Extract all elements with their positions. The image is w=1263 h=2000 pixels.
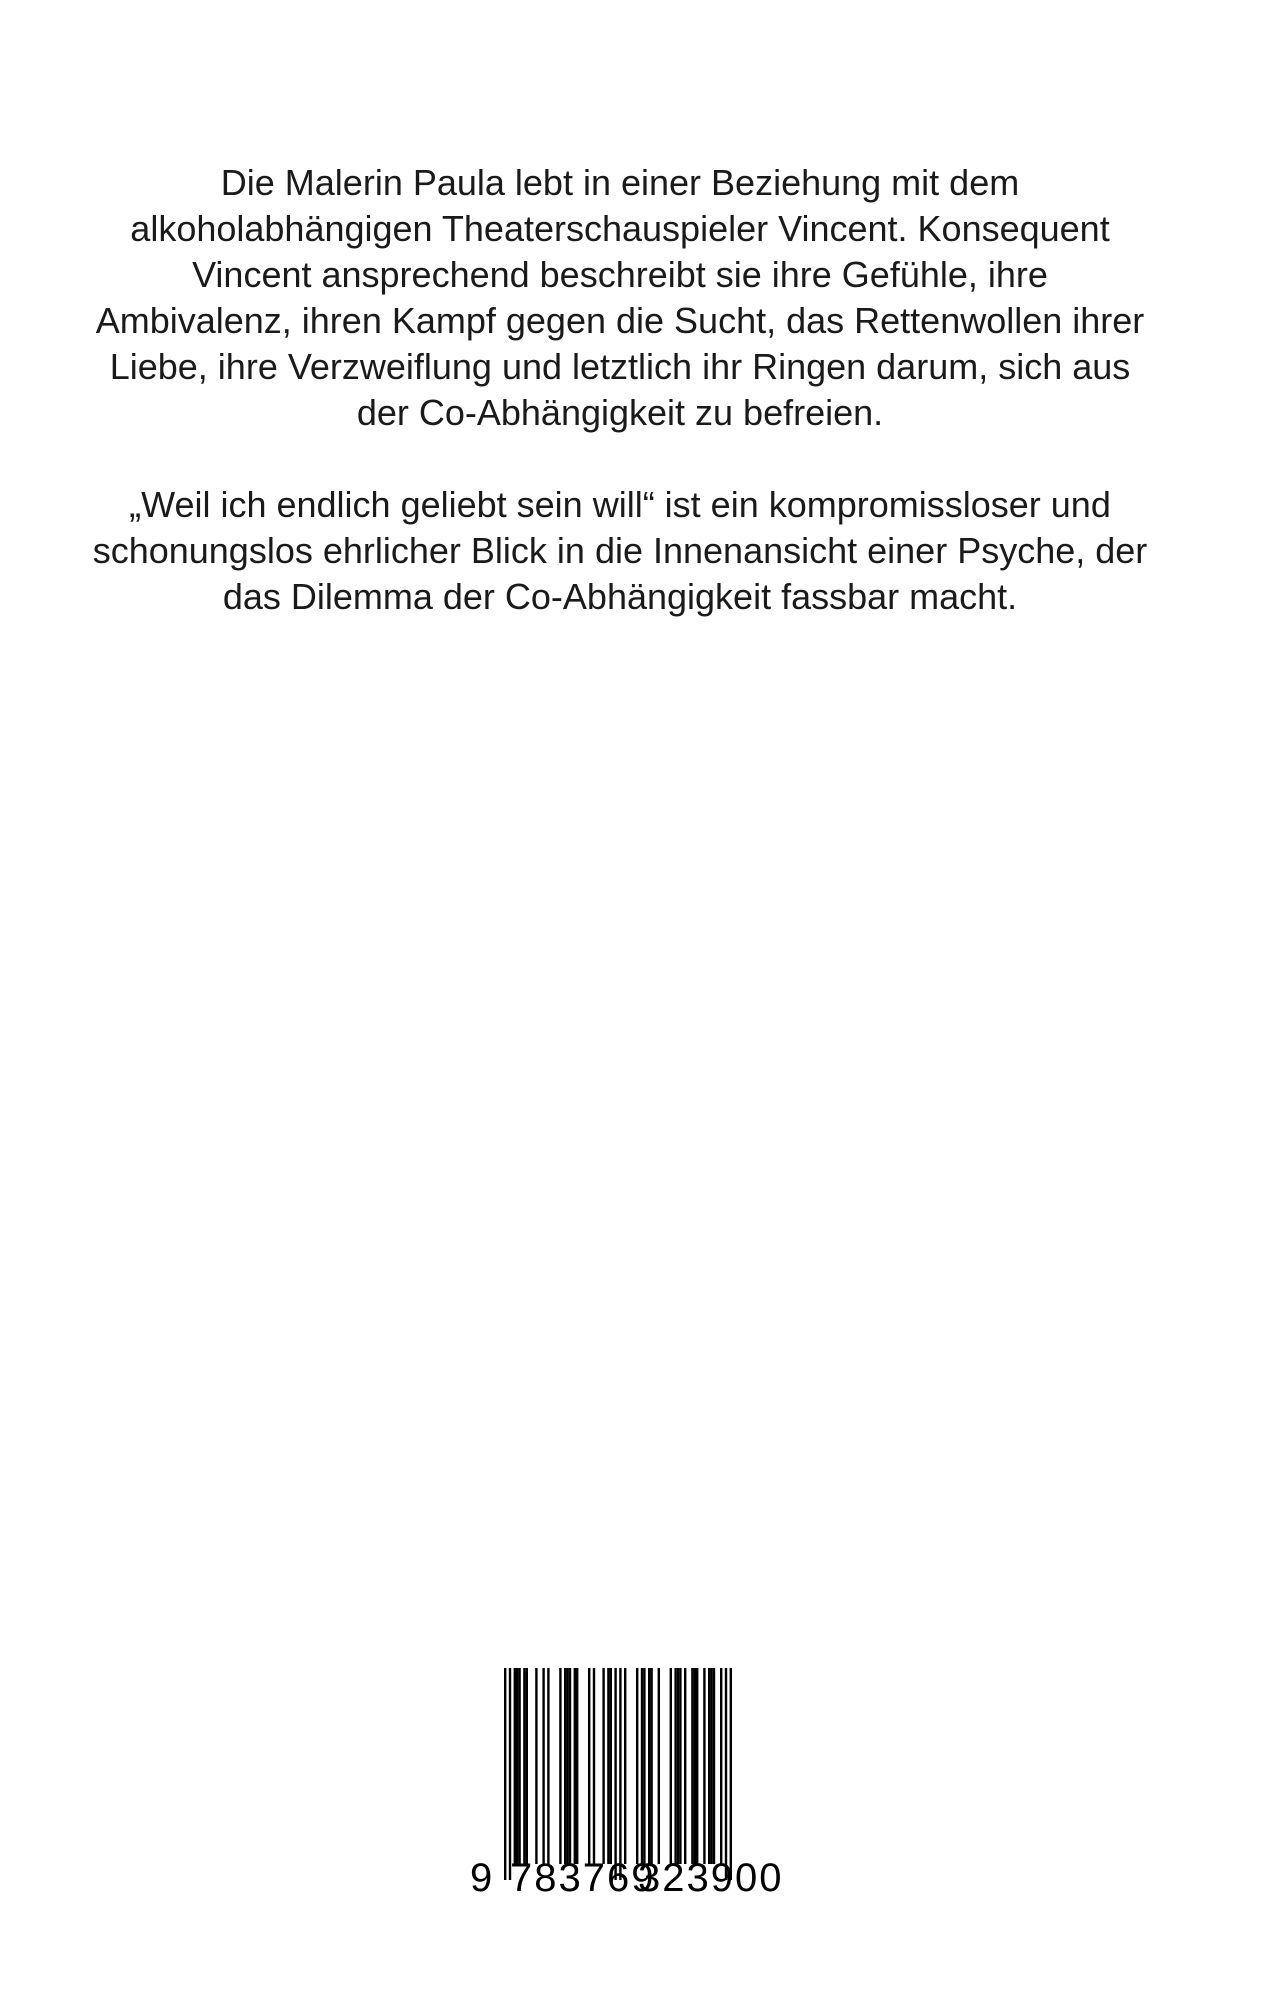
blurb-line: der Co-Abhängigkeit zu befreien. (356, 392, 884, 433)
blurb-line: Liebe, ihre Verzweiflung und letztlich ihr Ringen darum, sich aus (109, 346, 1131, 387)
barcode-bar (514, 1668, 516, 1864)
barcode-guard-bar (619, 1668, 621, 1880)
barcode-bar (535, 1668, 537, 1864)
barcode-bar (518, 1668, 520, 1864)
blurb-line: Die Malerin Paula lebt in einer Beziehung mit dem (220, 162, 1020, 203)
barcode-bar (526, 1668, 528, 1864)
barcode-bar (516, 1668, 518, 1864)
paragraph-gap (60, 436, 1180, 482)
barcode-guard-bar (504, 1668, 506, 1880)
blurb-line: Ambivalenz, ihren Kampf gegen die Sucht, das Rettenwollen ihrer (95, 300, 1145, 341)
barcode-bar (648, 1668, 650, 1864)
barcode-bar (658, 1668, 660, 1864)
barcode-guard-bar (614, 1668, 616, 1880)
barcode-bar (643, 1668, 645, 1864)
barcode-bar (710, 1668, 712, 1864)
barcode-bar (559, 1668, 561, 1864)
barcode-bar (576, 1668, 578, 1864)
back-cover-blurb (60, 160, 1180, 620)
isbn-right-group: 323900 (638, 1856, 784, 1900)
isbn-barcode (470, 1660, 784, 1910)
blurb-line: alkoholabhängigen Theaterschauspieler Vincent. Konsequent (130, 208, 1110, 249)
barcode-bar (720, 1668, 722, 1864)
barcode-bar (593, 1668, 595, 1864)
barcode-bar (566, 1668, 568, 1864)
barcode-bar (602, 1668, 604, 1864)
blurb-line: Vincent ansprechend beschreibt sie ihre Gefühle, ihre (192, 254, 1048, 295)
barcode-bar (624, 1668, 626, 1864)
barcode-bar (523, 1668, 525, 1864)
barcode-bar (636, 1668, 638, 1864)
barcode-guard-bar (509, 1668, 511, 1880)
barcode-bar (708, 1668, 710, 1864)
barcode-bar (684, 1668, 686, 1864)
barcode-bar (610, 1668, 612, 1864)
barcode-guard-bar (730, 1668, 732, 1880)
barcode-bar (713, 1668, 715, 1864)
barcode-bar (607, 1668, 609, 1864)
barcode-bar (696, 1668, 698, 1864)
barcode-bar (670, 1668, 672, 1864)
blurb-line: das Dilemma der Co-Abhängigkeit fassbar macht. (222, 576, 1018, 617)
barcode-bar (650, 1668, 652, 1864)
barcode-bar (547, 1668, 549, 1864)
barcode-guard-bar (725, 1668, 727, 1880)
barcode-bar (588, 1668, 590, 1864)
barcode-bar (542, 1668, 544, 1864)
barcode-bar (574, 1668, 576, 1864)
blurb-line: „Weil ich endlich geliebt sein will“ ist ein kompromissloser und (129, 484, 1111, 525)
isbn-lead-digit: 9 (470, 1856, 493, 1900)
barcode-bar (694, 1668, 696, 1864)
barcode-bar (569, 1668, 571, 1864)
barcode-bar (641, 1668, 643, 1864)
barcode-bar (564, 1668, 566, 1864)
barcode-bar (691, 1668, 693, 1864)
isbn-left-group: 783769 (510, 1856, 656, 1900)
barcode-bar (679, 1668, 681, 1864)
barcode-bar (677, 1668, 679, 1864)
blurb-line: schonungslos ehrlicher Blick in die Innenansicht einer Psyche, der (92, 530, 1148, 571)
barcode-bar (674, 1668, 676, 1864)
barcode-bar (703, 1668, 705, 1864)
